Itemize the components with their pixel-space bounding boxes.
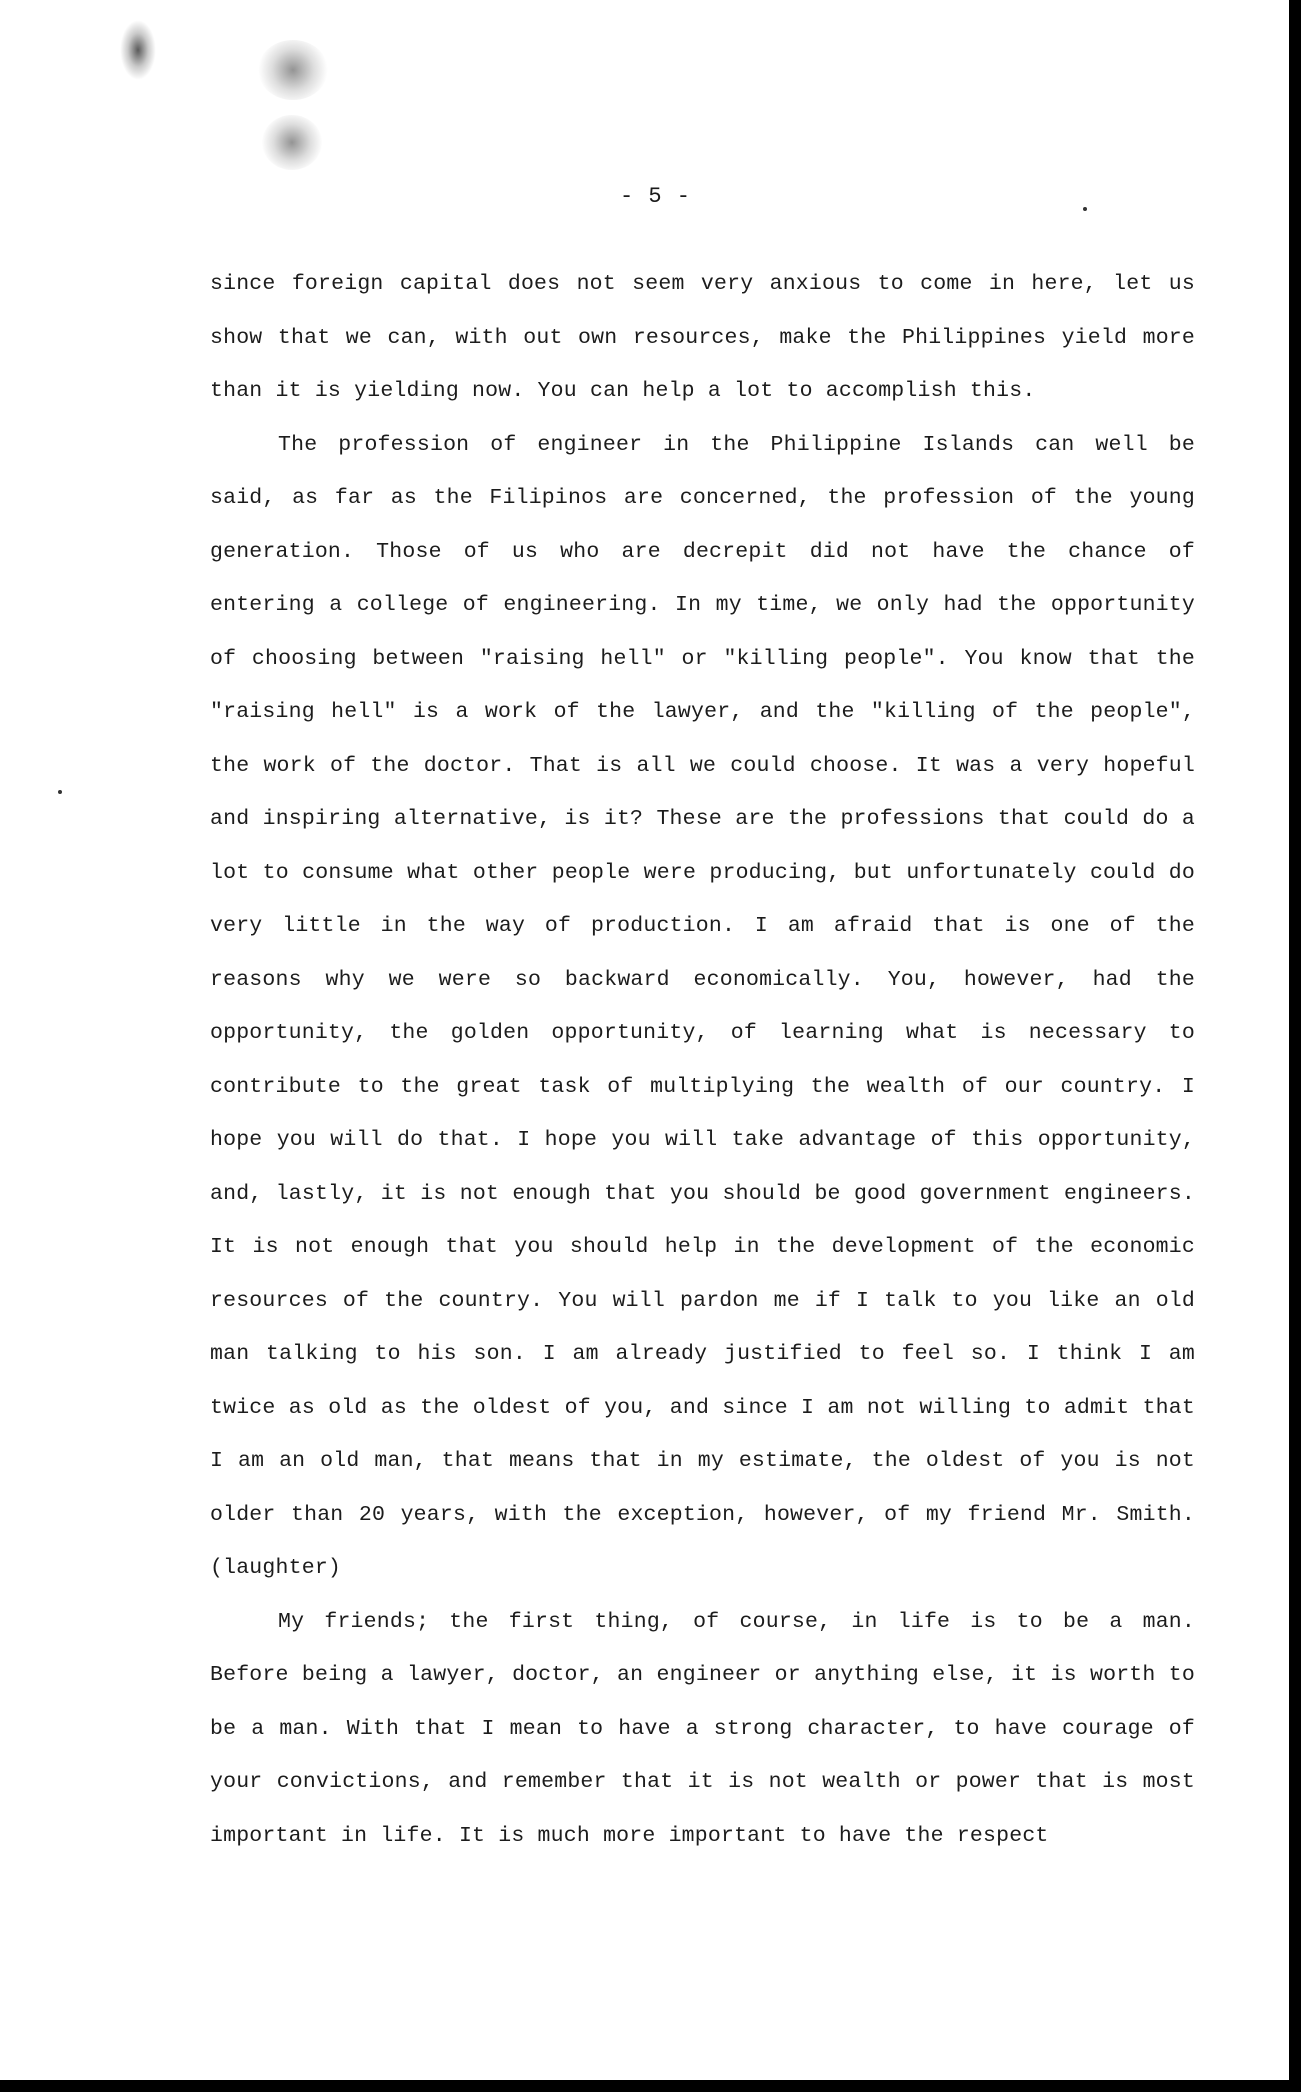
paragraph: since foreign capital does not seem very anxious to come in here, let us show that we can, with out own resources, make the Philippines yield more than it is yielding now. You can help a lot to accomplish this. — [210, 272, 1195, 403]
page-number: - 5 - — [619, 184, 691, 209]
ink-smudge — [120, 20, 156, 80]
ink-speck — [58, 790, 62, 794]
ink-smudge — [262, 115, 322, 170]
ink-smudge — [258, 40, 328, 100]
paragraph: My friends; the first thing, of course, in life is to be a man. Before being a lawyer, doctor, an engineer or anything else, it is worth to be a man. With that I mean to have a strong character, to have courage of your convictions, and remember that it is not wealth or power that is most important in life. It is much more important to have the respect — [210, 1609, 1195, 1848]
paragraph: The profession of engineer in the Philippine Islands can well be said, as far as the Filipinos are concerned, the profession of the young generation. Those of us who are decrepit did not have the chance of entering a college of engineering. In my time, we only had the opportunity of choosing between "raising hell" or "killing people". You know that the "raising hell" is a work of the lawyer, and the "killing of the people", the work of the doctor. That is all we could choose. It was a very hopeful and inspiring alternative, is it? These are the professions that could do a lot to consume what other people were producing, but unfortunately could do very little in the way of production. I am afraid that is one of the reasons why we were so backward economically. You, however, had the opportunity, the golden opportunity, of learning what is necessary to contribute to the great task of multiplying the wealth of our country. I hope you will do that. I hope you will take advantage of this opportunity, and, lastly, it is not enough that you should be good government engineers. It is not enough that you should help in the development of the economic resources of the country. You will pardon me if I talk to you like an old man talking to his son. I am already justified to feel so. I think I am twice as old as the oldest of you, and since I am not willing to admit that I am an old man, that means that in my estimate, the oldest of you is not older than 20 years, with the exception, however, of my friend Mr. Smith. (laughter) — [210, 432, 1195, 1580]
letter-body — [210, 258, 1195, 1863]
